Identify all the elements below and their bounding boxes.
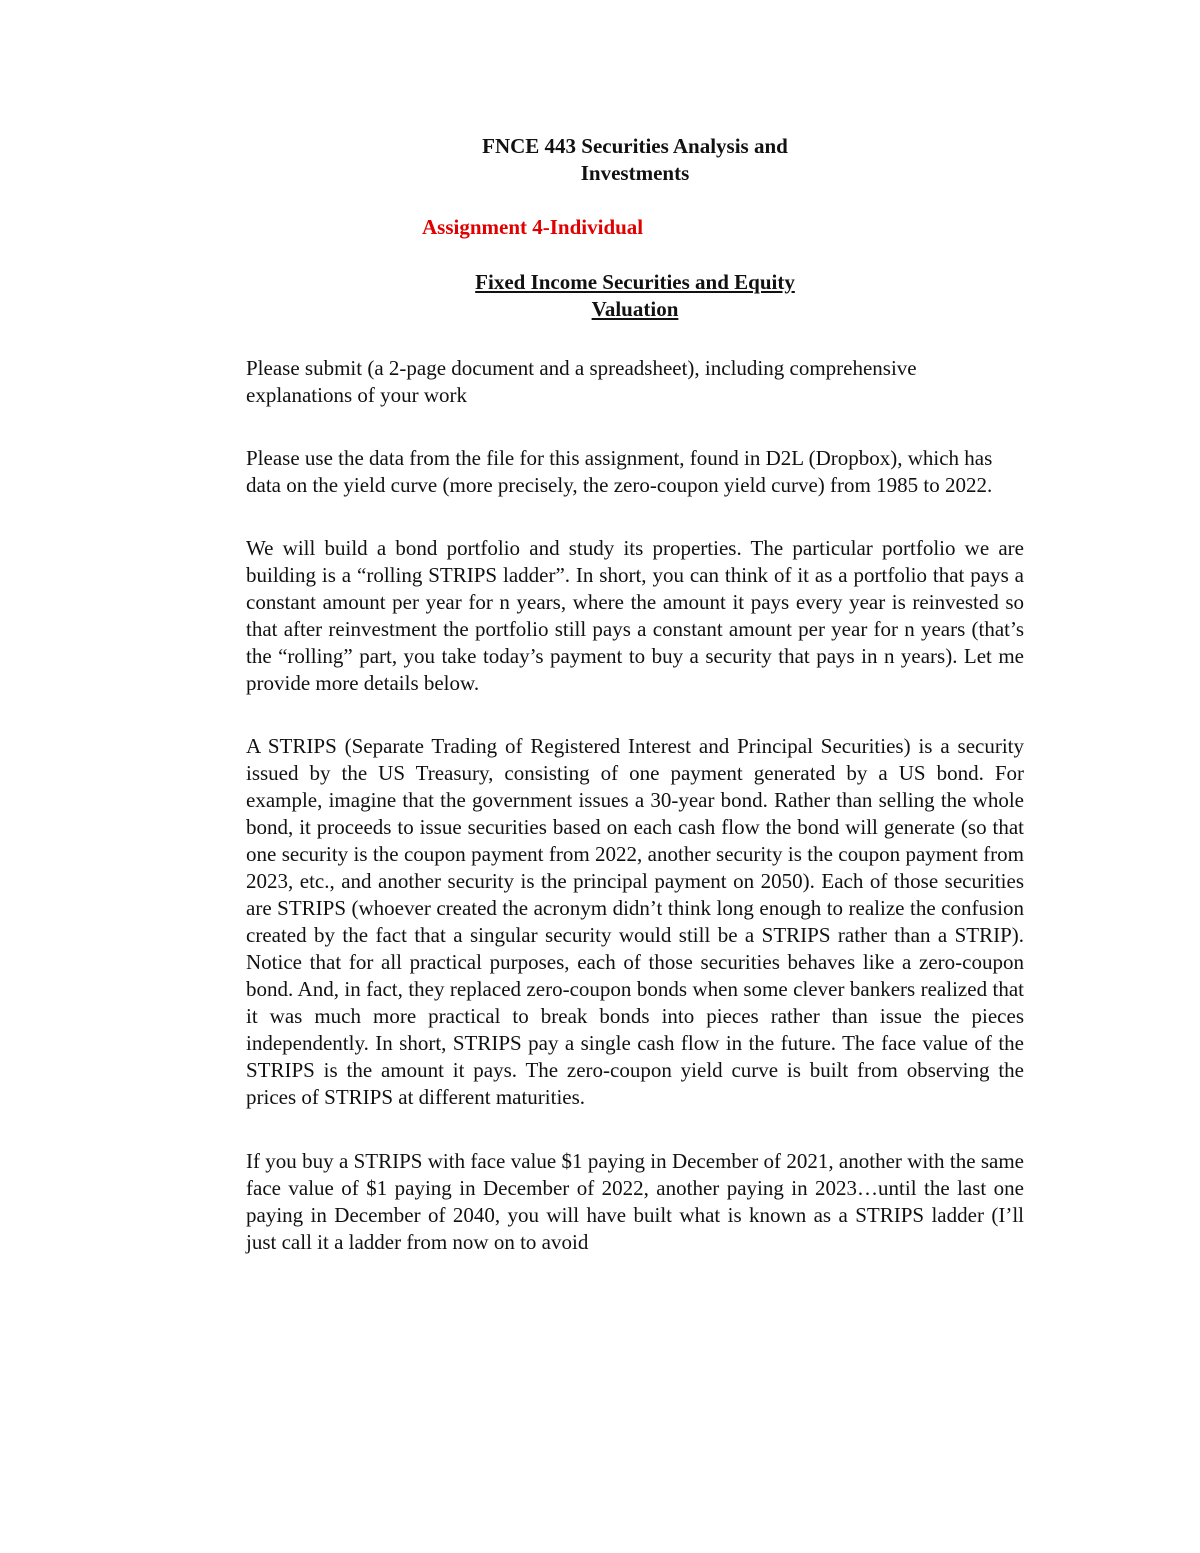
course-title: [246, 133, 1024, 187]
topic-heading: [246, 269, 1024, 323]
topic-heading-line-2: Valuation: [591, 297, 679, 321]
course-title-line-1: FNCE 443 Securities Analysis and: [482, 134, 788, 158]
document-content: [246, 133, 1024, 1256]
paragraph-strips-ladder: If you buy a STRIPS with face value $1 paying in December of 2021, another with the same face value of $1 paying in December of 2022, another paying in 2023…until the last one paying in December of 2040, you will have built what is known as a STRIPS ladder (I’ll just call it a ladder from now on to avoid: [246, 1149, 1024, 1254]
paragraph-data-source: Please use the data from the file for this assignment, found in D2L (Dropbox), which has data on the yield curve (more precisely, the zero-coupon yield curve) from 1985 to 2022.: [246, 446, 993, 497]
paragraph-submission: Please submit (a 2-page document and a spreadsheet), including comprehensive explanations of your work: [246, 356, 917, 407]
course-title-line-2: Investments: [580, 161, 690, 185]
paragraph-strips-definition: A STRIPS (Separate Trading of Registered Interest and Principal Securities) is a security issued by the US Treasury, consisting of one payment generated by a US bond. For example, imagine that the government issues a 30-year bond. Rather than selling the whole bond, it proceeds to issue securities based on each cash flow the bond will generate (so that one security is the coupon payment from 2022, another security is the coupon payment from 2023, etc., and another security is the principal payment on 2050). Each of those securities are STRIPS (whoever created the acronym didn’t think long enough to realize the confusion created by the fact that a singular security would still be a STRIPS rather than a STRIP). Notice that for all practical purposes, each of those securities behaves like a zero-coupon bond. And, in fact, they replaced zero-coupon bonds when some clever bankers realized that it was much more practical to break bonds into pieces rather than issue the pieces independently. In short, STRIPS pay a single cash flow in the future. The face value of the STRIPS is the amount it pays. The zero-coupon yield curve is built from observing the prices of STRIPS at different maturities.: [246, 734, 1024, 1109]
assignment-heading: Assignment 4-Individual: [422, 215, 644, 239]
paragraph-portfolio: We will build a bond portfolio and study its properties. The particular portfolio we are building is a “rolling STRIPS ladder”. In short, you can think of it as a portfolio that pays a constant amount per year for n years, where the amount it pays every year is reinvested so that after reinvestment the portfolio still pays a constant amount per year for n years (that’s the “rolling” part, you take today’s payment to buy a security that pays in n years). Let me provide more details below.: [246, 536, 1024, 695]
topic-heading-line-1: Fixed Income Securities and Equity: [475, 270, 795, 294]
